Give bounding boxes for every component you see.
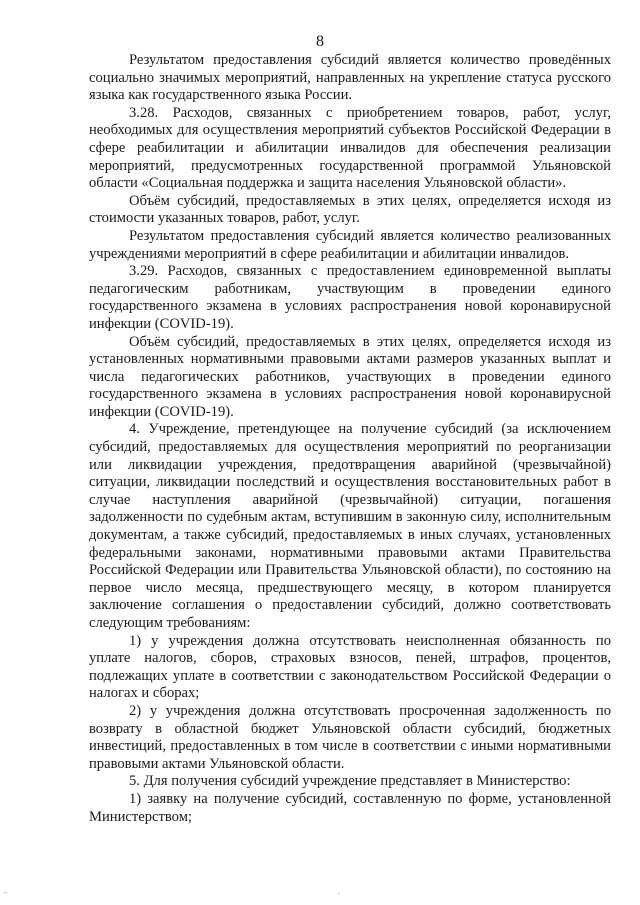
paragraph-3-28: 3.28. Расходов, связанных с приобретением товаров, работ, услуг, необходимых для осуществления мероприятий субъектов Российской Федерации в сфере реабилитации и абилитации инвалидов для обеспечения реализации мероприятий, предусмотренных государственной программой Ульяновской области «Социальная поддержка и защита населения Ульяновской области». xyxy=(89,104,611,192)
paragraph-result-russian-language: Результатом предоставления субсидий является количество проведённых социально значимых мероприятий, направленных на укрепление статуса русского языка как государственного языка России. xyxy=(89,52,611,104)
paragraph-5-documents: 5. Для получения субсидий учреждение представляет в Министерство: xyxy=(129,773,571,790)
paragraph-subsidy-volume-payments: Объём субсидий, предоставляемых в этих целях, определяется исходя из установленных нормативными правовыми актами размеров указанных выплат и числа педагогических работников, участвующих в проведении единого государственного экзамена в условиях распространения новой коронавирусной инфекции (COVID-19). xyxy=(89,333,611,420)
page-number: 8 xyxy=(316,33,324,50)
document-body xyxy=(89,52,611,826)
paragraph-requirement-2: 2) у учреждения должна отсутствовать просроченная задолженность по возврату в областной бюджет Ульяновской области субсидий, бюджетных инвестиций, предоставленных в том числе в соответствии с иными нормативными правовыми актами Ульяновской области. xyxy=(89,702,611,772)
paragraph-3-29: 3.29. Расходов, связанных с предоставлением единовременной выплаты педагогическим работникам, участвующим в проведении единого государственного экзамена в условиях распространения новой коронавирусной инфекции (COVID-19). xyxy=(89,263,611,332)
scan-artifact-center xyxy=(338,893,340,894)
paragraph-result-rehabilitation: Результатом предоставления субсидий является количество реализованных учреждениями мероприятий в сфере реабилитации и абилитации инвалидов. xyxy=(89,227,611,262)
paragraph-subsidy-volume-goods: Объём субсидий, предоставляемых в этих целях, определяется исходя из стоимости указанных товаров, работ, услуг. xyxy=(89,192,611,227)
paragraph-4-requirements: 4. Учреждение, претендующее на получение субсидий (за исключением субсидий, предоставляемых для осуществления мероприятий по реорганизации или ликвидации учреждения, предотвращения аварийной (чрезвычайной) ситуации, ликвидации последствий и осуществления восстановительных работ в случае наступления аварийной (чрезвычайной) ситуации, погашения задолженности по судебным актам, вступившим в законную силу, исполнительным документам, а также субсидий, предоставляемых в иных случаях, установленных федеральными законами, нормативными правовыми актами Правительства Российской Федерации или Правительства Ульяновской области), по состоянию на первое число месяца, предшествующего месяцу, в котором планируется заключение соглашения о предоставлении субсидий, должно соответствовать следующим требованиям: xyxy=(89,421,611,631)
paragraph-document-1: 1) заявку на получение субсидий, составленную по форме, установленной Министерством; xyxy=(89,790,611,825)
paragraph-requirement-1: 1) у учреждения должна отсутствовать неисполненная обязанность по уплате налогов, сборов, страховых взносов, пеней, штрафов, процентов, подлежащих уплате в соответствии с законодательством Российской Федерации о налогах и сборах; xyxy=(89,632,611,702)
scan-artifact-left xyxy=(4,892,7,893)
